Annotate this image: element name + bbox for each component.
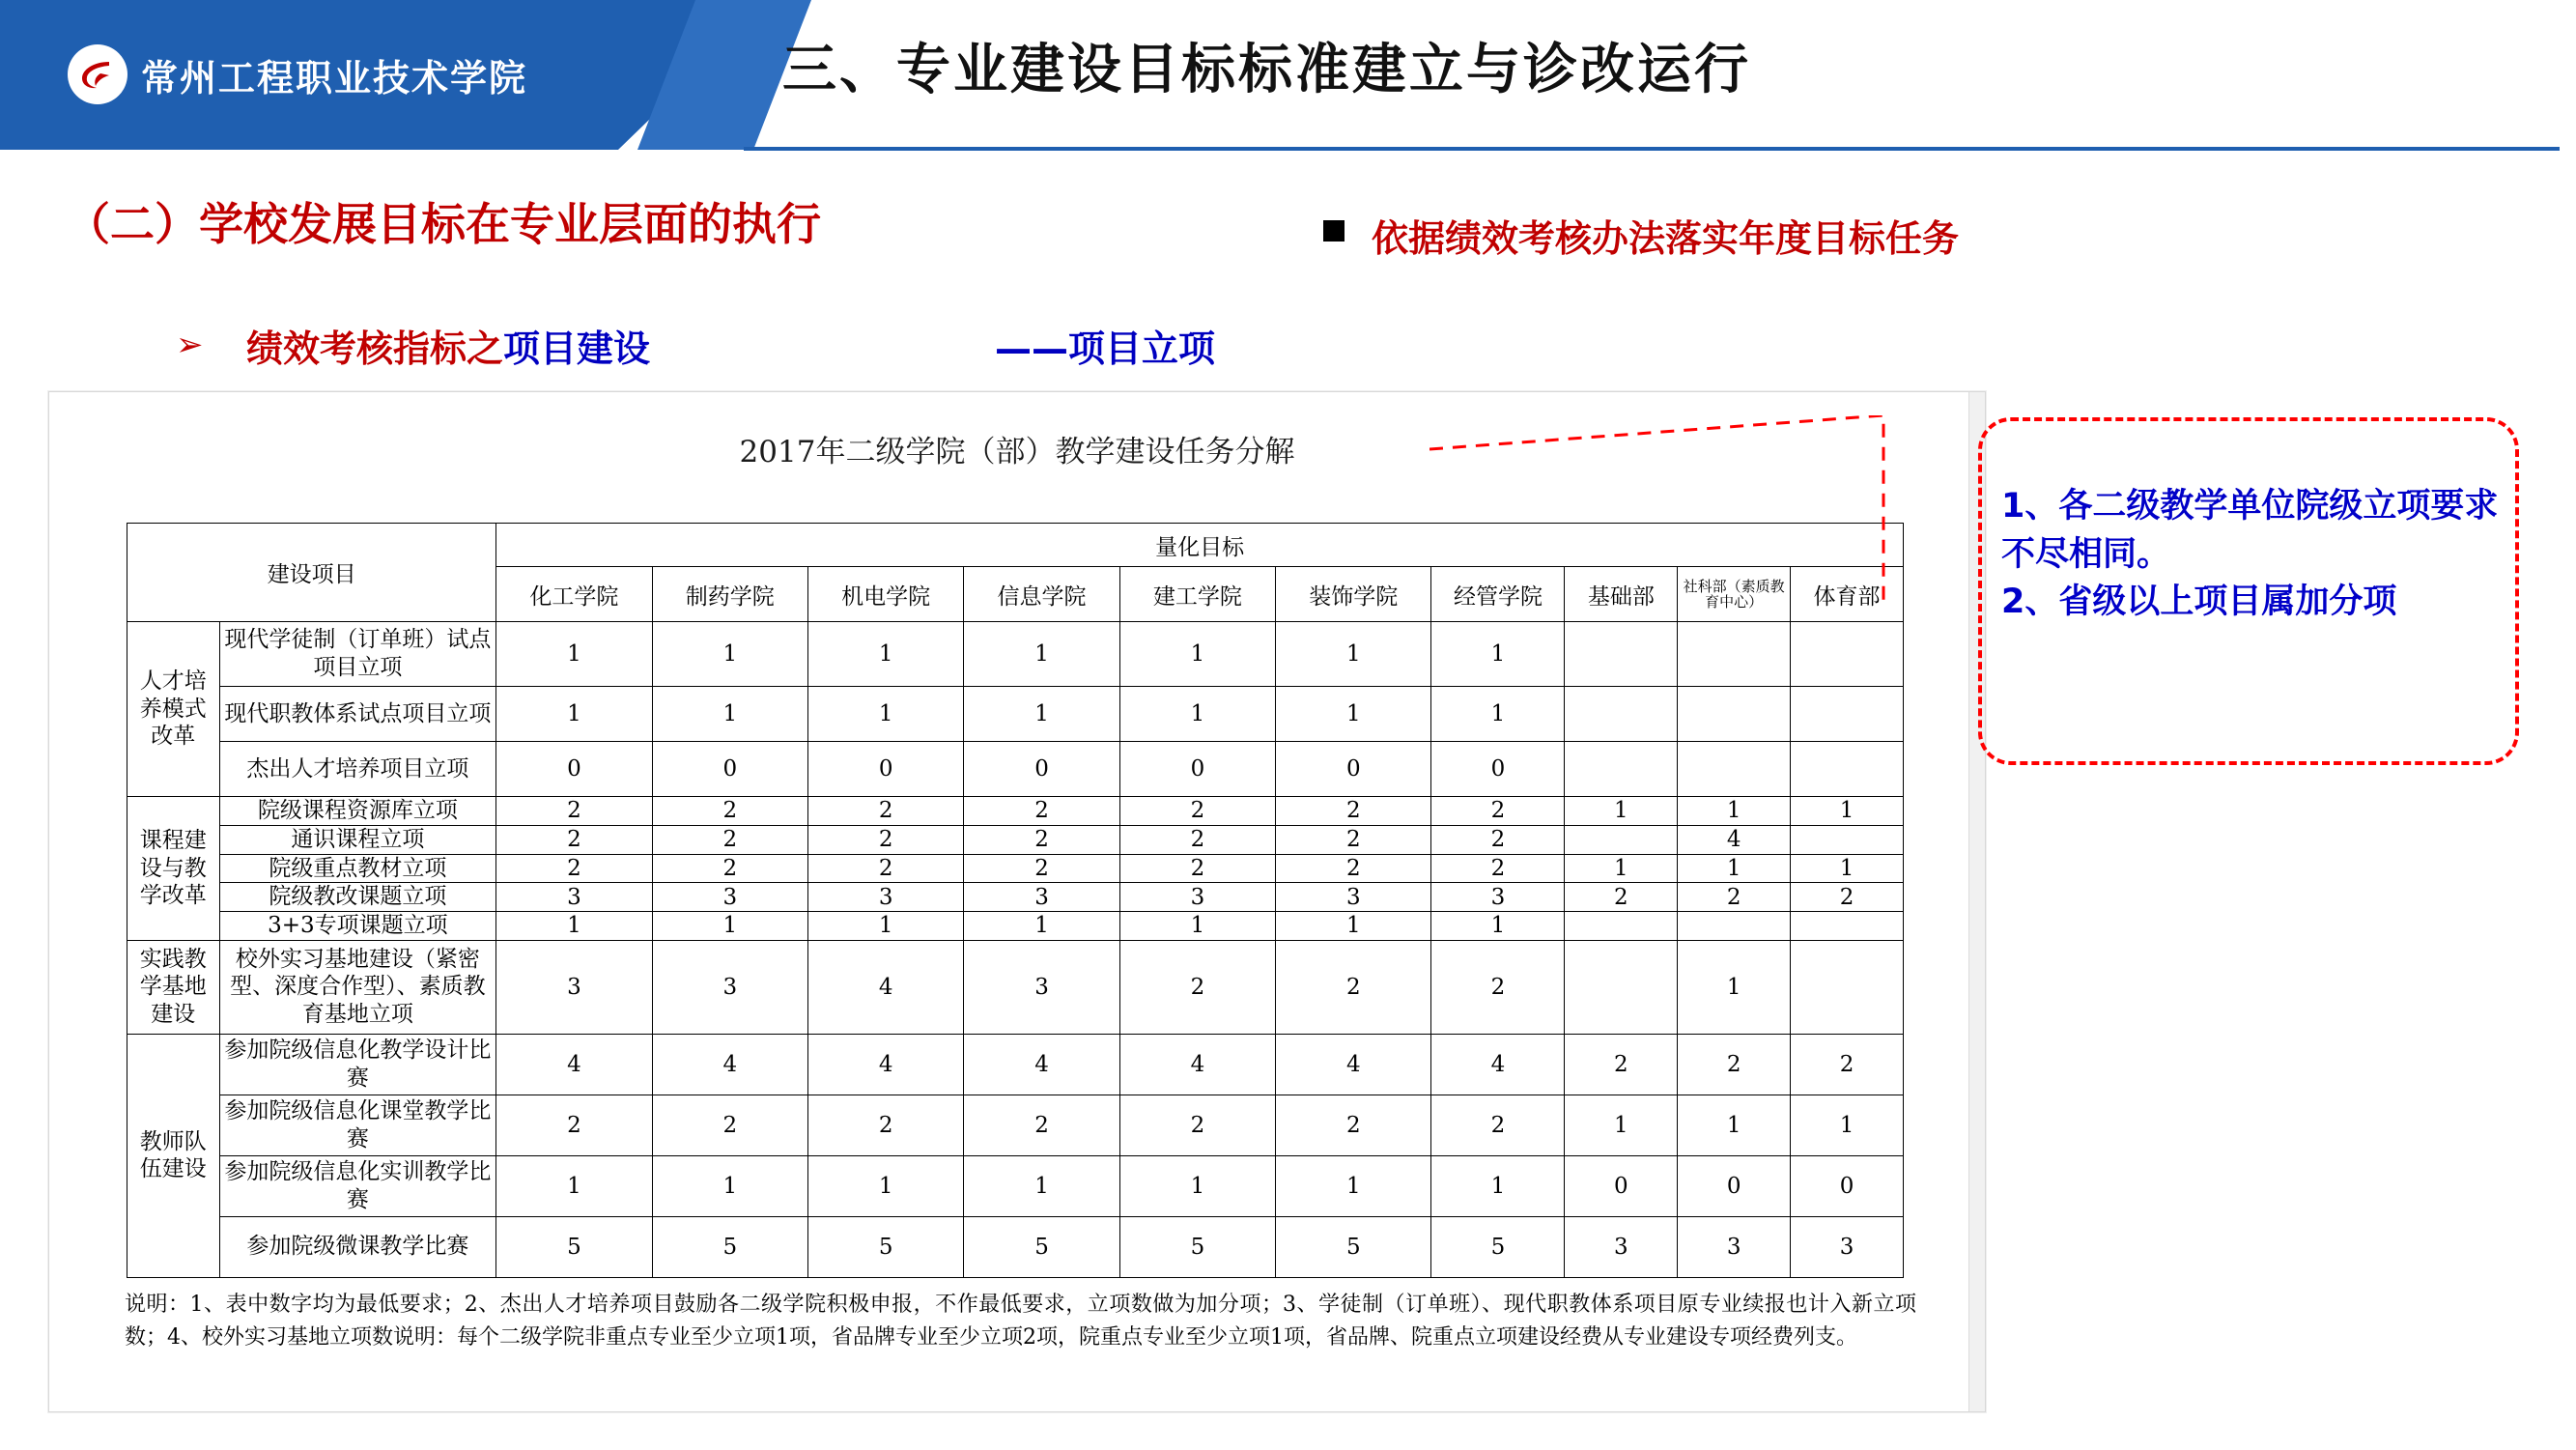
- cell: 4: [1119, 1034, 1275, 1095]
- cell: [1678, 687, 1791, 742]
- cell: 1: [964, 687, 1119, 742]
- cell: 2: [1678, 883, 1791, 912]
- cell: 3: [652, 883, 807, 912]
- group-header: 量化目标: [496, 524, 1904, 567]
- cell: 5: [652, 1216, 807, 1277]
- row-item: 现代职教体系试点项目立项: [219, 687, 496, 742]
- row-item: 参加院级微课教学比赛: [219, 1216, 496, 1277]
- cell: 5: [1119, 1216, 1275, 1277]
- cell: 3: [1565, 1216, 1678, 1277]
- cell: 2: [964, 1095, 1119, 1155]
- cell: 1: [1276, 687, 1431, 742]
- cell: 3: [496, 940, 652, 1034]
- cell: 2: [1565, 883, 1678, 912]
- row-item: 参加院级信息化实训教学比赛: [219, 1155, 496, 1216]
- col-header-2: 机电学院: [807, 567, 963, 622]
- row-item: 参加院级信息化教学设计比赛: [219, 1034, 496, 1095]
- header-divider: [744, 147, 2560, 151]
- cell: 1: [1791, 854, 1904, 883]
- cell: 2: [1791, 1034, 1904, 1095]
- table-row: [127, 797, 1904, 826]
- col-header-7: 基础部: [1565, 567, 1678, 622]
- cell: [1565, 825, 1678, 854]
- row-item: 参加院级信息化课堂教学比赛: [219, 1095, 496, 1155]
- document-panel: [48, 391, 1986, 1412]
- logo-text: 常州工程职业技术学院: [141, 56, 528, 100]
- cell: 3: [1431, 883, 1565, 912]
- cell: 3: [964, 883, 1119, 912]
- col-header-5: 装饰学院: [1276, 567, 1431, 622]
- row-item: 通识课程立项: [219, 825, 496, 854]
- row-item: 院级课程资源库立项: [219, 797, 496, 826]
- table-row: [127, 912, 1904, 941]
- cell: 0: [964, 742, 1119, 797]
- row-category-2: 实践教学基地建设: [127, 940, 220, 1034]
- cell: 0: [807, 742, 963, 797]
- cell: 1: [1565, 797, 1678, 826]
- cell: 1: [807, 1155, 963, 1216]
- cell: [1678, 912, 1791, 941]
- cell: 3: [1791, 1216, 1904, 1277]
- table-row: [127, 940, 1904, 1034]
- table-row: [127, 742, 1904, 797]
- cell: 1: [1678, 940, 1791, 1034]
- cell: 0: [1678, 1155, 1791, 1216]
- cell: 1: [1678, 797, 1791, 826]
- row-item: 杰出人才培养项目立项: [219, 742, 496, 797]
- cell: [1565, 912, 1678, 941]
- table-row: [127, 687, 1904, 742]
- cell: 5: [496, 1216, 652, 1277]
- cell: 1: [1431, 1155, 1565, 1216]
- table-header-row-1: [127, 524, 1904, 567]
- section-heading: （二）学校发展目标在专业层面的执行: [66, 198, 821, 250]
- cell: 3: [964, 940, 1119, 1034]
- cell: 3: [807, 883, 963, 912]
- cell: 1: [652, 687, 807, 742]
- callout-line-1: 1、各二级教学单位院级立项要求不尽相同。: [2001, 487, 2499, 574]
- row-item: 校外实习基地建设（紧密型、深度合作型）、素质教育基地立项: [219, 940, 496, 1034]
- cell: 1: [964, 912, 1119, 941]
- institution-logo: [68, 44, 527, 104]
- bullet-line: [246, 319, 650, 372]
- cell: 2: [1565, 1034, 1678, 1095]
- cell: [1565, 742, 1678, 797]
- cell: [1791, 912, 1904, 941]
- cell: 2: [496, 825, 652, 854]
- cell: [1678, 742, 1791, 797]
- cell: 1: [1678, 1095, 1791, 1155]
- cell: 1: [496, 622, 652, 687]
- bullet-line-red: 绩效考核指标之: [246, 327, 504, 370]
- cell: 0: [1276, 742, 1431, 797]
- table-row: [127, 825, 1904, 854]
- cell: 2: [652, 825, 807, 854]
- callout-line-2: 2、省级以上项目属加分项: [2001, 583, 2397, 622]
- cell: 2: [964, 854, 1119, 883]
- cell: 4: [496, 1034, 652, 1095]
- cell: 0: [496, 742, 652, 797]
- cell: 5: [964, 1216, 1119, 1277]
- cell: 2: [1431, 825, 1565, 854]
- cell: 4: [1678, 825, 1791, 854]
- cell: 2: [1431, 854, 1565, 883]
- cell: 1: [1791, 797, 1904, 826]
- cell: 2: [807, 825, 963, 854]
- table-row: [127, 1216, 1904, 1277]
- cell: [1565, 940, 1678, 1034]
- cell: 1: [1276, 622, 1431, 687]
- cell: 2: [1119, 854, 1275, 883]
- row-item: 院级教改课题立项: [219, 883, 496, 912]
- cell: 2: [1276, 797, 1431, 826]
- cell: 3: [1119, 883, 1275, 912]
- table-head: [127, 524, 1904, 622]
- cell: 0: [652, 742, 807, 797]
- cell: 1: [807, 622, 963, 687]
- cell: 1: [1565, 854, 1678, 883]
- cell: [1565, 622, 1678, 687]
- cell: 1: [964, 1155, 1119, 1216]
- cell: 5: [807, 1216, 963, 1277]
- cell: 1: [652, 622, 807, 687]
- cell: 0: [1791, 1155, 1904, 1216]
- cell: 1: [496, 1155, 652, 1216]
- cell: 1: [652, 912, 807, 941]
- cell: 2: [652, 1095, 807, 1155]
- cell: 1: [1276, 1155, 1431, 1216]
- col-header-3: 信息学院: [964, 567, 1119, 622]
- cell: 2: [1431, 1095, 1565, 1155]
- cell: 2: [1431, 797, 1565, 826]
- cell: 4: [964, 1034, 1119, 1095]
- table-row: [127, 883, 1904, 912]
- cell: 5: [1276, 1216, 1431, 1277]
- table-body: [127, 622, 1904, 1278]
- cell: 1: [1119, 1155, 1275, 1216]
- cell: [1791, 622, 1904, 687]
- cell: 1: [807, 912, 963, 941]
- row-category-3: 教师队伍建设: [127, 1034, 220, 1277]
- bullet-line-tail: ——项目立项: [995, 327, 1216, 370]
- cell: 2: [1119, 1095, 1275, 1155]
- cell: [1791, 940, 1904, 1034]
- table-row: [127, 854, 1904, 883]
- cell: 2: [1678, 1034, 1791, 1095]
- cell: 1: [1791, 1095, 1904, 1155]
- cell: 0: [1565, 1155, 1678, 1216]
- cell: 3: [1276, 883, 1431, 912]
- cell: 1: [807, 687, 963, 742]
- cell: 1: [496, 687, 652, 742]
- cell: [1791, 687, 1904, 742]
- cell: 1: [1431, 912, 1565, 941]
- table-row: [127, 1095, 1904, 1155]
- cell: 4: [1431, 1034, 1565, 1095]
- cell: 2: [1119, 797, 1275, 826]
- square-bullet-icon: [1323, 220, 1345, 242]
- row-item: 现代学徒制（订单班）试点项目立项: [219, 622, 496, 687]
- cell: 2: [496, 797, 652, 826]
- cell: 2: [807, 854, 963, 883]
- cell: 0: [1431, 742, 1565, 797]
- cell: 1: [1119, 912, 1275, 941]
- arrow-bullet-icon: ➢: [176, 327, 204, 363]
- row-item: 院级重点教材立项: [219, 854, 496, 883]
- cell: 3: [652, 940, 807, 1034]
- cell: [1791, 742, 1904, 797]
- document-title: 2017年二级学院（部）教学建设任务分解: [739, 435, 1295, 469]
- table-note: 说明：1、表中数字均为最低要求；2、杰出人才培养项目鼓励各二级学院积极申报，不作最低要求，立项数做为加分项；3、学徒制（订单班）、现代职教体系项目原专业续报也计入新立项数；4、校外实习基地立项数说明：每个二级学院非重点专业至少立项1项，省品牌专业至少立项2项，院重点专业至少立项1项，省品牌、院重点立项建设经费从专业建设专项经费列支。: [125, 1293, 1916, 1350]
- cell: 0: [1119, 742, 1275, 797]
- cell: 2: [1791, 883, 1904, 912]
- cell: 2: [652, 797, 807, 826]
- col-header-0: 化工学院: [496, 567, 652, 622]
- cell: 2: [652, 854, 807, 883]
- cell: 4: [807, 940, 963, 1034]
- col-header-6: 经管学院: [1431, 567, 1565, 622]
- cell: 1: [1431, 622, 1565, 687]
- row-category-0: 人才培养模式改革: [127, 622, 220, 797]
- col-header-8: 社科部（素质教育中心）: [1678, 567, 1791, 622]
- row-category-1: 课程建设与教学改革: [127, 797, 220, 941]
- cell: 1: [652, 1155, 807, 1216]
- cell: 1: [1119, 687, 1275, 742]
- corner-header: 建设项目: [127, 524, 496, 622]
- cell: 2: [1276, 1095, 1431, 1155]
- cell: 1: [1565, 1095, 1678, 1155]
- cell: 2: [964, 797, 1119, 826]
- cell: [1565, 687, 1678, 742]
- cell: [1678, 622, 1791, 687]
- bullet-line-blue: 项目建设: [503, 327, 651, 370]
- cell: 2: [1119, 825, 1275, 854]
- task-breakdown-table: [127, 523, 1904, 1278]
- page-title: 三、专业建设目标标准建立与诊改运行: [782, 39, 1751, 101]
- cell: 4: [807, 1034, 963, 1095]
- cell: 1: [496, 912, 652, 941]
- col-header-4: 建工学院: [1119, 567, 1275, 622]
- cell: 1: [1431, 687, 1565, 742]
- cell: 2: [1119, 940, 1275, 1034]
- cell: 1: [1276, 912, 1431, 941]
- cell: 3: [1678, 1216, 1791, 1277]
- col-header-9: 体育部: [1791, 567, 1904, 622]
- cell: 5: [1431, 1216, 1565, 1277]
- cell: 2: [496, 854, 652, 883]
- table-row: [127, 622, 1904, 687]
- callout-text: [2001, 483, 2504, 627]
- table-row: [127, 1155, 1904, 1216]
- cell: 2: [807, 1095, 963, 1155]
- cell: 2: [1431, 940, 1565, 1034]
- cell: 2: [807, 797, 963, 826]
- cell: 3: [496, 883, 652, 912]
- row-item: 3+3专项课题立项: [219, 912, 496, 941]
- cell: 1: [1678, 854, 1791, 883]
- cell: 1: [964, 622, 1119, 687]
- col-header-1: 制药学院: [652, 567, 807, 622]
- cell: 2: [1276, 825, 1431, 854]
- table-row: [127, 1034, 1904, 1095]
- cell: 2: [496, 1095, 652, 1155]
- cell: 2: [964, 825, 1119, 854]
- slide-header: [0, 0, 2576, 150]
- cell: 4: [652, 1034, 807, 1095]
- cell: 1: [1119, 622, 1275, 687]
- section-subheading: 依据绩效考核办法落实年度目标任务: [1372, 217, 1960, 260]
- logo-emblem-icon: [68, 44, 127, 104]
- cell: [1791, 825, 1904, 854]
- cell: 2: [1276, 854, 1431, 883]
- cell: 2: [1276, 940, 1431, 1034]
- cell: 4: [1276, 1034, 1431, 1095]
